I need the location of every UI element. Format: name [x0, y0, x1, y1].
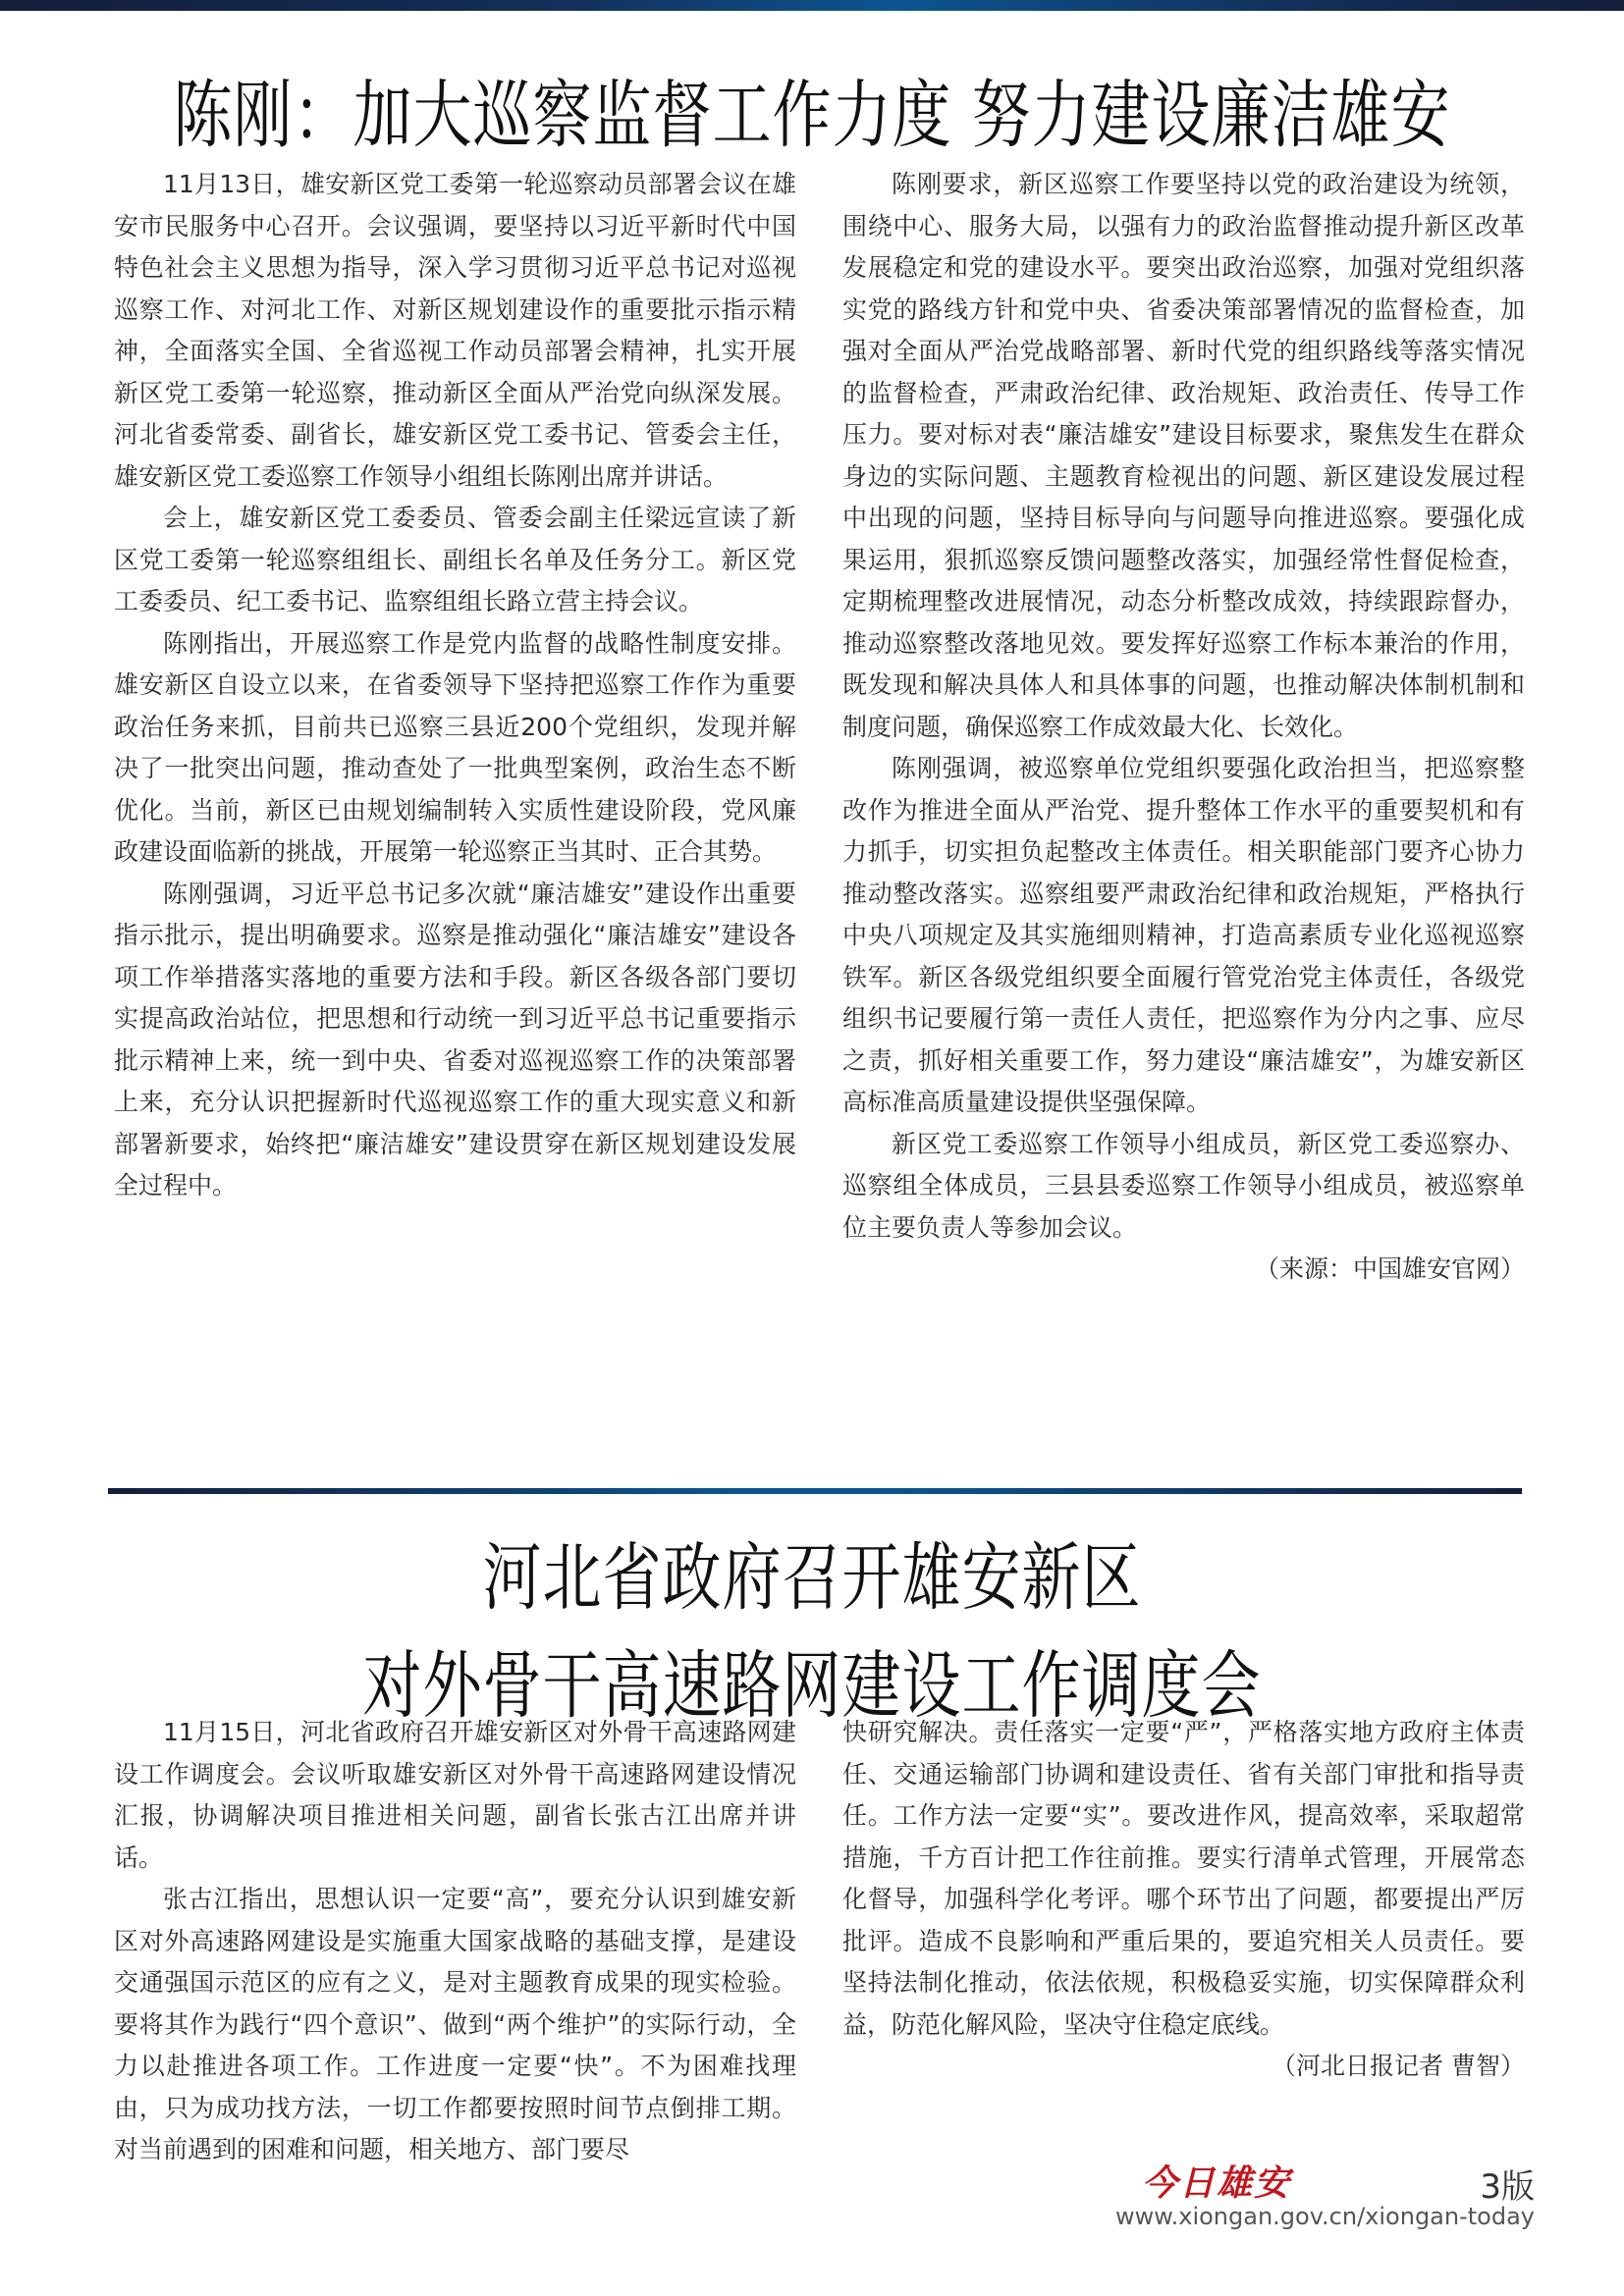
- page-number: 3版: [1480, 2167, 1535, 2207]
- article1-paragraph: 陈刚指出，开展巡察工作是党内监督的战略性制度安排。雄安新区自设立以来，在省委领导下坚持把巡察工作作为重要政治任务来抓，目前共已巡察三县近200个党组织，发现并解决了一批突出问题，推动查处了一批典型案例，政治生态不断优化。当前，新区已由规划编制转入实质性建设阶段，党风廉政建设面临新的挑战，开展第一轮巡察正当其时、正合其势。: [114, 628, 796, 866]
- article2-paragraph: 11月15日，河北省政府召开雄安新区对外骨干高速路网建设工作调度会。会议听取雄安新区对外骨干高速路网建设情况汇报，协调解决项目推进相关问题，副省长张古江出席并讲话。: [114, 1718, 796, 1872]
- article2-title: [0, 1524, 1624, 1740]
- article1-paragraph: 陈刚强调，被巡察单位党组织要强化政治担当，把巡察整改作为推进全面从严治党、提升整体工作水平的重要契机和有力抓手，切实担负起整改主体责任。相关职能部门要齐心协力推动整改落实。巡察组要严肃政治纪律和政治规矩，严格执行中央八项规定及其实施细则精神，打造高素质专业化巡视巡察铁军。新区各级党组织要全面履行管党治党主体责任，各级党组织书记要履行第一责任人责任，把巡察作为分内之事、应尽之责，抓好相关重要工作，努力建设“廉洁雄安”，为雄安新区高标准高质量建设提供坚强保障。: [842, 754, 1525, 1116]
- article2-paragraph: 快研究解决。责任落实一定要“严”，严格落实地方政府主体责任、交通运输部门协调和建设责任、省有关部门审批和指导责任。工作方法一定要“实”。要改进作风，提高效率，采取超常措施，千方百计把工作往前推。要实行清单式管理，开展常态化督导，加强科学化考评。哪个环节出了问题，都要提出严厉批评。造成不良影响和严重后果的，要追究相关人员责任。要坚持法制化推动，依法依规，积极稳妥实施，切实保障群众利益，防范化解风险，坚决守住稳定底线。: [842, 1718, 1525, 2039]
- article2-paragraph: 张古江指出，思想认识一定要“高”，要充分认识到雄安新区对外高速路网建设是实施重大国家战略的基础支撑，是建设交通强国示范区的应有之义，是对主题教育成果的现实检验。要将其作为践行“四个意识”、做到“两个维护”的实际行动，全力以赴推进各项工作。工作进度一定要“快”。不为困难找理由，只为成功找方法，一切工作都要按照时间节点倒排工期。对当前遇到的困难和问题，相关地方、部门要尽: [114, 1885, 796, 2163]
- article2-source: （河北日报记者 曹智）: [1272, 2052, 1525, 2080]
- section-divider: [108, 1488, 1522, 1494]
- top-banner-bar: [0, 0, 1624, 11]
- article1-paragraph: 陈刚强调，习近平总书记多次就“廉洁雄安”建设作出重要指示批示，提出明确要求。巡察是推动强化“廉洁雄安”建设各项工作举措落实落地的重要方法和手段。新区各级各部门要切实提高政治站位，把思想和行动统一到习近平总书记重要指示批示精神上来，统一到中央、省委对巡视巡察工作的决策部署上来，充分认识把握新时代巡视巡察工作的重大现实意义和新部署新要求，始终把“廉洁雄安”建设贯穿在新区规划建设发展全过程中。: [114, 879, 796, 1200]
- website-url[interactable]: www.xiongan.gov.cn/xiongan-today: [1114, 2203, 1535, 2230]
- article1-column-left: [114, 164, 796, 1207]
- article2-title-line2: 对外骨干高速路网建设工作调度会: [362, 1643, 1262, 1730]
- article2-column-left: [114, 1712, 796, 2171]
- article1-paragraph: 新区党工委巡察工作领导小组成员，新区党工委巡察办、巡察组全体成员，三县县委巡察工作领导小组成员，被巡察单位主要负责人等参加会议。: [842, 1129, 1525, 1242]
- article1-paragraph: 陈刚要求，新区巡察工作要坚持以党的政治建设为统领，围绕中心、服务大局，以强有力的政治监督推动提升新区改革发展稳定和党的建设水平。要突出政治巡察，加强对党组织落实党的路线方针和党中央、省委决策部署情况的监督检查，加强对全面从严治党战略部署、新时代党的组织路线等落实情况的监督检查，严肃政治纪律、政治规矩、政治责任、传导工作压力。要对标对表“廉洁雄安”建设目标要求，聚焦发生在群众身边的实际问题、主题教育检视出的问题、新区建设发展过程中出现的问题，坚持目标导向与问题导向推进巡察。要强化成果运用，狠抓巡察反馈问题整改落实，加强经常性督促检查，定期梳理整改进展情况，动态分析整改成效，持续跟踪督办，推动巡察整改落地见效。要发挥好巡察工作标本兼治的作用，既发现和解决具体人和具体事的问题，也推动解决体制机制和制度问题，确保巡察工作成效最大化、长效化。: [842, 170, 1525, 741]
- article2-column-right: [842, 1712, 1525, 2088]
- article1-paragraph: 11月13日，雄安新区党工委第一轮巡察动员部署会议在雄安市民服务中心召开。会议强调，要坚持以习近平新时代中国特色社会主义思想为指导，深入学习贯彻习近平总书记对巡视巡察工作、对河北工作、对新区规划建设作的重要批示指示精神，全面落实全国、全省巡视工作动员部署会精神，扎实开展新区党工委第一轮巡察，推动新区全面从严治党向纵深发展。河北省委常委、副省长，雄安新区党工委书记、管委会主任，雄安新区党工委巡察工作领导小组组长陈刚出席并讲话。: [114, 170, 796, 491]
- article1-source: （来源：中国雄安官网）: [1254, 1255, 1525, 1283]
- article1-title: 陈刚：加大巡察监督工作力度 努力建设廉洁雄安: [173, 73, 1451, 159]
- article2-title-line1: 河北省政府召开雄安新区: [482, 1535, 1142, 1622]
- newspaper-logo: 今日雄安: [1142, 2163, 1292, 2204]
- article1-paragraph: 会上，雄安新区党工委委员、管委会副主任梁远宣读了新区党工委第一轮巡察组组长、副组长名单及任务分工。新区党工委委员、纪工委书记、监察组组长路立营主持会议。: [114, 504, 796, 615]
- article1-column-right: [842, 164, 1525, 1291]
